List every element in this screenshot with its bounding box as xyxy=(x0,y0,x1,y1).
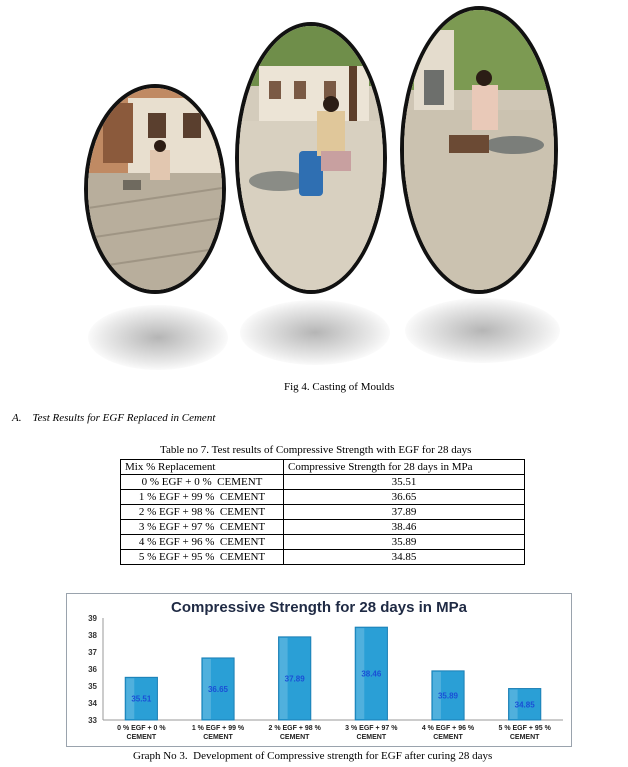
bar-data-label: 35.51 xyxy=(131,694,152,704)
table-cell-mix: 3 % EGF + 97 % CEMENT xyxy=(121,520,284,535)
y-tick-label: 33 xyxy=(88,716,97,725)
photo-shadow-2 xyxy=(240,300,390,365)
table-cell-value: 34.85 xyxy=(284,550,525,565)
y-tick-label: 36 xyxy=(88,665,97,674)
bar-data-label: 35.89 xyxy=(437,691,459,701)
chart-y-ticks xyxy=(88,614,97,725)
table-caption: Table no 7. Test results of Compressive Strength with EGF for 28 days xyxy=(160,444,472,456)
table-cell-value: 37.89 xyxy=(284,505,525,520)
photo-shadow-3 xyxy=(405,298,560,363)
chart-title: Compressive Strength for 28 days in MPa xyxy=(171,599,467,616)
bar-data-label: 38.46 xyxy=(361,669,382,679)
table-row xyxy=(121,535,525,550)
table-header-strength: Compressive Strength for 28 days in MPa xyxy=(284,460,525,475)
chart-bars xyxy=(125,627,541,720)
chart-axes xyxy=(103,618,563,720)
y-tick-label: 34 xyxy=(88,699,97,708)
table-row xyxy=(121,520,525,535)
casting-photo-2 xyxy=(235,22,387,294)
table-cell-mix: 1 % EGF + 99 % CEMENT xyxy=(121,490,284,505)
table-row xyxy=(121,475,525,490)
bar-data-label: 36.65 xyxy=(207,684,229,694)
table-cell-mix: 5 % EGF + 95 % CEMENT xyxy=(121,550,284,565)
x-tick-label: CEMENT xyxy=(356,734,387,741)
x-tick-label: CEMENT xyxy=(203,734,233,741)
results-table xyxy=(120,459,525,565)
chart-container xyxy=(66,593,572,747)
x-tick-label: 5 % EGF + 95 % xyxy=(498,725,551,732)
compressive-strength-chart xyxy=(67,594,571,746)
y-tick-label: 39 xyxy=(88,614,97,623)
table-row xyxy=(121,550,525,565)
graph-caption: Graph No 3. Development of Compressive strength for EGF after curing 28 days xyxy=(133,750,493,762)
table-cell-mix: 4 % EGF + 96 % CEMENT xyxy=(121,535,284,550)
table-row xyxy=(121,490,525,505)
section-heading: A. Test Results for EGF Replaced in Cement xyxy=(12,412,216,424)
y-tick-label: 38 xyxy=(88,631,97,640)
x-tick-label: CEMENT xyxy=(509,734,540,741)
casting-photo-1 xyxy=(84,84,226,294)
chart-x-labels xyxy=(117,725,551,741)
bar-data-label: 37.89 xyxy=(284,674,305,684)
table-cell-mix: 2 % EGF + 98 % CEMENT xyxy=(121,505,284,520)
table-cell-value: 35.89 xyxy=(284,535,525,550)
casting-photo-3 xyxy=(400,6,558,294)
bar-data-label: 34.85 xyxy=(514,700,535,710)
x-tick-label: 3 % EGF + 97 % xyxy=(345,725,398,732)
table-cell-mix: 0 % EGF + 0 % CEMENT xyxy=(121,475,284,490)
table-cell-value: 38.46 xyxy=(284,520,525,535)
table-row xyxy=(121,505,525,520)
x-tick-label: 4 % EGF + 96 % xyxy=(421,725,475,732)
table-cell-value: 36.65 xyxy=(284,490,525,505)
y-tick-label: 37 xyxy=(88,648,97,657)
x-tick-label: CEMENT xyxy=(126,734,157,741)
x-tick-label: CEMENT xyxy=(279,734,310,741)
table-header-row xyxy=(121,460,525,475)
table-header-mix: Mix % Replacement xyxy=(121,460,284,475)
x-tick-label: 0 % EGF + 0 % xyxy=(117,725,166,732)
photo-shadow-1 xyxy=(88,305,228,370)
table-cell-value: 35.51 xyxy=(284,475,525,490)
x-tick-label: 2 % EGF + 98 % xyxy=(268,725,321,732)
figure-photos xyxy=(0,0,628,370)
x-tick-label: 1 % EGF + 99 % xyxy=(191,725,245,732)
x-tick-label: CEMENT xyxy=(433,734,463,741)
y-tick-label: 35 xyxy=(88,682,97,691)
figure-caption: Fig 4. Casting of Moulds xyxy=(284,381,395,393)
